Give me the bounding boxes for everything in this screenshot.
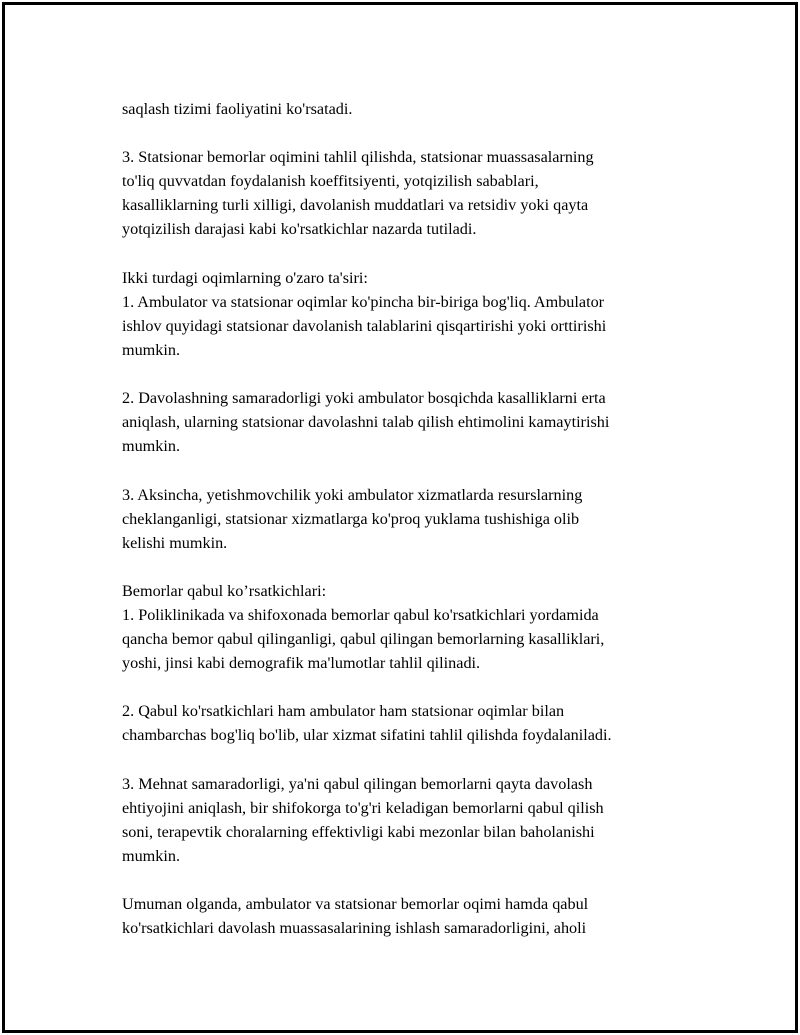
paragraph — [122, 699, 697, 747]
text-line: to'liq quvvatdan foydalanish koeffitsiyenti, yotqizilish sabablari, — [122, 172, 539, 191]
text-line: Ikki turdagi oqimlarning o'zaro ta'siri: — [122, 268, 368, 287]
text-line: 2. Davolashning samaradorligi yoki ambulator bosqichda kasalliklarni erta — [122, 389, 606, 408]
paragraph — [122, 772, 697, 868]
paragraph — [122, 483, 697, 555]
paragraph — [122, 290, 697, 362]
text-line: kasalliklarning turli xilligi, davolanish muddatlari va retsidiv yoki qayta — [122, 196, 589, 215]
text-line: 3. Mehnat samaradorligi, ya'ni qabul qilingan bemorlarni qayta davolash — [122, 774, 593, 793]
text-line: ko'rsatkichlari davolash muassasalarining ishlash samaradorligini, aholi — [122, 919, 587, 938]
paragraph — [122, 145, 697, 241]
text-line: cheklanganligi, statsionar xizmatlarga ko'proq yuklama tushishiga olib — [122, 509, 580, 528]
paragraph — [122, 892, 697, 940]
paragraph — [122, 579, 697, 603]
text-line: yoshi, jinsi kabi demografik ma'lumotlar tahlil qilinadi. — [122, 654, 481, 673]
paragraph — [122, 603, 697, 675]
text-line: ehtiyojini aniqlash, bir shifokorga to'g'ri keladigan bemorlarni qabul qilish — [122, 798, 604, 817]
text-line: 2. Qabul ko'rsatkichlari ham ambulator ham statsionar oqimlar bilan — [122, 702, 565, 721]
page-frame — [2, 2, 798, 1033]
text-line: Bemorlar qabul ko’rsatkichlari: — [122, 581, 327, 600]
text-line: yotqizilish darajasi kabi ko'rsatkichlar nazarda tutiladi. — [122, 220, 477, 239]
text-line: mumkin. — [122, 846, 181, 865]
text-line: saqlash tizimi faoliyatini ko'rsatadi. — [122, 100, 353, 118]
text-line: 1. Ambulator va statsionar oqimlar ko'pincha bir-biriga bog'liq. Ambulator — [122, 292, 605, 311]
text-line: 3. Aksincha, yetishmovchilik yoki ambulator xizmatlarda resurslarning — [122, 485, 583, 504]
document-body — [122, 97, 697, 964]
text-line: qancha bemor qabul qilinganligi, qabul qilingan bemorlarning kasalliklari, — [122, 630, 605, 649]
text-line: kelishi mumkin. — [122, 533, 228, 552]
text-line: mumkin. — [122, 437, 181, 456]
text-line: chambarchas bog'liq bo'lib, ular xizmat sifatini tahlil qilishda foydalaniladi. — [122, 726, 612, 745]
text-line: 1. Poliklinikada va shifoxonada bemorlar qabul ko'rsatkichlari yordamida — [122, 605, 599, 624]
text-line: soni, terapevtik choralarning effektivligi kabi mezonlar bilan baholanishi — [122, 822, 595, 841]
text-line: Umuman olganda, ambulator va statsionar bemorlar oqimi hamda qabul — [122, 895, 589, 914]
text-line: aniqlash, ularning statsionar davolashni talab qilish ehtimolini kamaytirishi — [122, 413, 610, 432]
paragraph — [122, 266, 697, 290]
text-line: 3. Statsionar bemorlar oqimini tahlil qilishda, statsionar muassasalarning — [122, 148, 594, 167]
paragraph — [122, 97, 697, 121]
text-line: mumkin. — [122, 340, 181, 359]
paragraph — [122, 386, 697, 458]
text-line: ishlov quyidagi statsionar davolanish talablarini qisqartirishi yoki orttirishi — [122, 316, 607, 335]
